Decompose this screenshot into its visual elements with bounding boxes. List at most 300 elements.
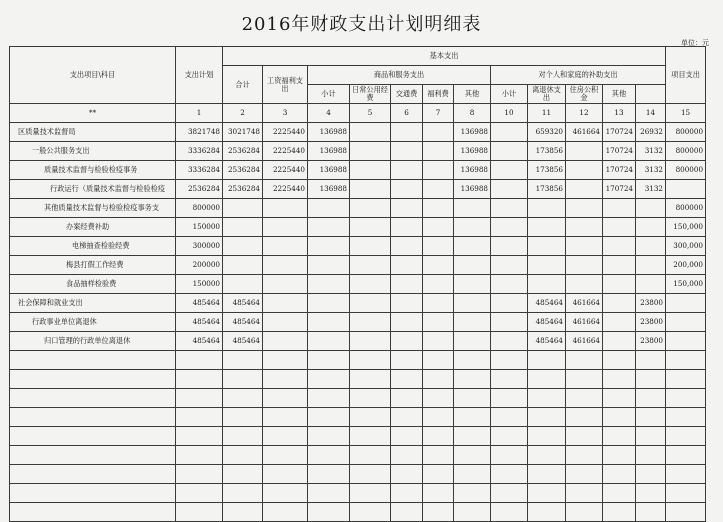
empty-cell	[263, 389, 308, 408]
table-row	[10, 180, 706, 199]
empty-cell	[454, 446, 491, 465]
page-title: 2016年财政支出计划明细表	[241, 14, 482, 35]
empty-row	[10, 484, 706, 503]
empty-cell	[603, 446, 636, 465]
table-cell	[308, 218, 350, 237]
table-cell: 485464	[223, 294, 263, 313]
table-cell: 136988	[308, 123, 350, 142]
header-salary: 工资福利支出	[263, 66, 308, 104]
table-cell	[423, 218, 454, 237]
table-cell	[423, 275, 454, 294]
empty-cell	[263, 465, 308, 484]
empty-cell	[566, 446, 603, 465]
empty-cell	[491, 503, 528, 522]
empty-cell	[666, 370, 706, 389]
table-cell	[350, 256, 391, 275]
table-cell	[423, 199, 454, 218]
table-cell: 300000	[176, 237, 223, 256]
empty-cell	[636, 484, 666, 503]
empty-row	[10, 446, 706, 465]
table-cell: 200,000	[666, 256, 706, 275]
empty-cell	[423, 465, 454, 484]
index-row	[10, 104, 706, 123]
table-cell: 659320	[528, 123, 566, 142]
table-row	[10, 161, 706, 180]
empty-cell	[223, 427, 263, 446]
table-cell: 2225440	[263, 123, 308, 142]
empty-cell	[263, 427, 308, 446]
empty-cell	[491, 446, 528, 465]
table-cell	[666, 294, 706, 313]
empty-cell	[423, 351, 454, 370]
table-cell	[350, 313, 391, 332]
empty-cell	[223, 446, 263, 465]
table-cell: 461664	[566, 313, 603, 332]
table-cell: 485464	[176, 332, 223, 351]
index-cell: 3	[263, 104, 308, 123]
empty-cell	[666, 389, 706, 408]
table-row	[10, 275, 706, 294]
empty-cell	[423, 370, 454, 389]
empty-cell	[491, 389, 528, 408]
empty-cell	[423, 503, 454, 522]
table-cell	[350, 237, 391, 256]
table-cell: 2536284	[223, 142, 263, 161]
table-cell: 461664	[566, 332, 603, 351]
budget-table	[9, 46, 706, 522]
table-cell	[223, 199, 263, 218]
empty-cell	[636, 446, 666, 465]
empty-cell	[223, 389, 263, 408]
table-cell	[454, 218, 491, 237]
empty-cell	[603, 370, 636, 389]
table-cell	[603, 313, 636, 332]
empty-cell	[391, 370, 423, 389]
empty-cell	[528, 389, 566, 408]
empty-cell	[603, 351, 636, 370]
table-cell	[350, 218, 391, 237]
empty-row	[10, 465, 706, 484]
empty-cell	[391, 484, 423, 503]
empty-cell	[176, 484, 223, 503]
table-row	[10, 332, 706, 351]
table-cell	[263, 199, 308, 218]
empty-cell	[391, 427, 423, 446]
empty-cell	[263, 484, 308, 503]
row-label: 质量技术监督与检验检疫事务	[10, 161, 176, 180]
table-cell	[423, 313, 454, 332]
header-project: 项目支出	[666, 47, 706, 104]
empty-cell	[350, 427, 391, 446]
table-cell	[263, 237, 308, 256]
empty-cell	[491, 484, 528, 503]
empty-cell	[308, 389, 350, 408]
empty-cell	[636, 503, 666, 522]
table-cell	[391, 294, 423, 313]
empty-cell	[423, 408, 454, 427]
row-label: 其他质量技术监督与检验检疫事务支	[10, 199, 176, 218]
table-cell	[423, 142, 454, 161]
empty-cell	[636, 427, 666, 446]
table-cell	[603, 218, 636, 237]
empty-row	[10, 389, 706, 408]
empty-cell	[10, 484, 176, 503]
table-cell	[391, 199, 423, 218]
empty-cell	[603, 408, 636, 427]
empty-cell	[666, 465, 706, 484]
index-cell: 8	[454, 104, 491, 123]
table-cell: 3132	[636, 180, 666, 199]
table-cell	[350, 275, 391, 294]
row-label: 电梯抽查检验经费	[10, 237, 176, 256]
table-row	[10, 199, 706, 218]
table-cell	[350, 161, 391, 180]
header-personal: 对个人和家庭的补助支出	[491, 66, 666, 85]
table-cell	[423, 161, 454, 180]
empty-cell	[454, 427, 491, 446]
table-cell: 300,000	[666, 237, 706, 256]
table-cell	[528, 199, 566, 218]
table-cell	[491, 332, 528, 351]
empty-cell	[636, 408, 666, 427]
table-cell: 2536284	[223, 161, 263, 180]
table-cell	[454, 256, 491, 275]
table-cell: 485464	[176, 313, 223, 332]
empty-cell	[263, 446, 308, 465]
table-cell	[566, 161, 603, 180]
empty-cell	[454, 370, 491, 389]
row-label: 办案经费补助	[10, 218, 176, 237]
header-welfare: 福利费	[423, 85, 454, 104]
index-cell: 14	[636, 104, 666, 123]
table-cell	[636, 237, 666, 256]
empty-cell	[308, 351, 350, 370]
table-cell: 136988	[454, 123, 491, 142]
table-cell: 3336284	[176, 142, 223, 161]
table-cell: 2225440	[263, 180, 308, 199]
table-cell	[454, 199, 491, 218]
empty-cell	[223, 503, 263, 522]
table-cell	[391, 161, 423, 180]
empty-cell	[176, 370, 223, 389]
table-cell	[391, 313, 423, 332]
table-cell: 136988	[308, 180, 350, 199]
table-cell: 150,000	[666, 275, 706, 294]
empty-row	[10, 370, 706, 389]
table-cell: 485464	[223, 313, 263, 332]
header-personal-other: 其他	[603, 85, 636, 104]
table-cell	[263, 294, 308, 313]
empty-cell	[491, 408, 528, 427]
empty-cell	[454, 389, 491, 408]
table-cell	[423, 294, 454, 313]
empty-cell	[391, 389, 423, 408]
header-housing: 住房公积金	[566, 85, 603, 104]
table-cell	[350, 180, 391, 199]
header-retire: 离退休支出	[528, 85, 566, 104]
empty-cell	[308, 446, 350, 465]
table-cell: 800000	[666, 161, 706, 180]
table-cell	[423, 123, 454, 142]
empty-cell	[223, 351, 263, 370]
index-cell: 2	[223, 104, 263, 123]
table-cell: 150000	[176, 218, 223, 237]
table-cell: 136988	[308, 142, 350, 161]
empty-cell	[528, 465, 566, 484]
table-cell: 485464	[223, 332, 263, 351]
table-cell	[391, 256, 423, 275]
table-cell	[391, 332, 423, 351]
empty-cell	[350, 465, 391, 484]
table-cell	[528, 256, 566, 275]
table-cell	[391, 275, 423, 294]
table-cell	[391, 218, 423, 237]
table-cell	[636, 218, 666, 237]
empty-cell	[10, 389, 176, 408]
empty-cell	[566, 427, 603, 446]
empty-cell	[454, 484, 491, 503]
empty-cell	[391, 408, 423, 427]
table-cell: 173856	[528, 180, 566, 199]
empty-cell	[176, 389, 223, 408]
table-cell: 3021748	[223, 123, 263, 142]
table-cell	[566, 142, 603, 161]
table-cell: 136988	[454, 180, 491, 199]
empty-cell	[263, 351, 308, 370]
table-cell	[308, 199, 350, 218]
table-cell: 800000	[666, 123, 706, 142]
empty-cell	[350, 351, 391, 370]
table-cell	[636, 199, 666, 218]
table-row	[10, 313, 706, 332]
table-cell	[491, 218, 528, 237]
empty-cell	[10, 446, 176, 465]
table-cell: 136988	[308, 161, 350, 180]
empty-cell	[350, 446, 391, 465]
empty-cell	[10, 351, 176, 370]
table-row	[10, 123, 706, 142]
empty-row	[10, 351, 706, 370]
table-cell	[491, 142, 528, 161]
table-cell	[391, 237, 423, 256]
table-cell: 800000	[666, 199, 706, 218]
table-cell	[423, 332, 454, 351]
table-cell	[263, 275, 308, 294]
row-label: 行政事业单位离退休	[10, 313, 176, 332]
table-cell	[603, 275, 636, 294]
table-cell	[491, 180, 528, 199]
empty-cell	[491, 351, 528, 370]
empty-cell	[176, 427, 223, 446]
empty-cell	[636, 389, 666, 408]
table-cell	[423, 256, 454, 275]
empty-cell	[10, 465, 176, 484]
empty-cell	[391, 446, 423, 465]
table-cell	[491, 275, 528, 294]
empty-cell	[454, 408, 491, 427]
empty-cell	[308, 465, 350, 484]
table-cell: 26932	[636, 123, 666, 142]
table-cell	[566, 237, 603, 256]
empty-cell	[176, 446, 223, 465]
empty-cell	[603, 389, 636, 408]
empty-cell	[308, 427, 350, 446]
empty-cell	[454, 351, 491, 370]
empty-cell	[10, 408, 176, 427]
table-cell: 485464	[176, 294, 223, 313]
table-cell	[666, 313, 706, 332]
empty-cell	[454, 503, 491, 522]
table-cell	[350, 123, 391, 142]
header-traffic: 交通费	[391, 85, 423, 104]
index-cell: 7	[423, 104, 454, 123]
table-cell	[566, 180, 603, 199]
table-cell: 136988	[454, 142, 491, 161]
table-cell: 170724	[603, 123, 636, 142]
empty-cell	[423, 389, 454, 408]
table-cell: 3821748	[176, 123, 223, 142]
table-cell: 170724	[603, 161, 636, 180]
empty-cell	[308, 484, 350, 503]
header-basic: 基本支出	[223, 47, 666, 66]
row-label: 区质量技术监督局	[10, 123, 176, 142]
empty-cell	[350, 484, 391, 503]
table-cell	[528, 275, 566, 294]
table-cell	[566, 199, 603, 218]
empty-cell	[528, 370, 566, 389]
table-cell	[603, 332, 636, 351]
table-cell	[566, 275, 603, 294]
empty-cell	[308, 408, 350, 427]
header-official: 日常公用经费	[350, 85, 391, 104]
table-row	[10, 218, 706, 237]
table-cell	[350, 142, 391, 161]
table-cell: 23800	[636, 332, 666, 351]
index-cell: 13	[603, 104, 636, 123]
index-cell: **	[10, 104, 176, 123]
empty-cell	[528, 427, 566, 446]
table-cell	[454, 313, 491, 332]
empty-cell	[603, 503, 636, 522]
table-cell: 2225440	[263, 161, 308, 180]
empty-cell	[491, 370, 528, 389]
empty-cell	[636, 370, 666, 389]
row-label: 归口管理的行政单位离退休	[10, 332, 176, 351]
empty-cell	[603, 465, 636, 484]
index-cell: 12	[566, 104, 603, 123]
table-cell: 200000	[176, 256, 223, 275]
table-cell: 461664	[566, 123, 603, 142]
empty-row	[10, 427, 706, 446]
empty-cell	[223, 465, 263, 484]
empty-cell	[491, 427, 528, 446]
empty-cell	[10, 503, 176, 522]
table-cell: 23800	[636, 294, 666, 313]
table-cell	[223, 256, 263, 275]
table-cell: 2536284	[223, 180, 263, 199]
table-cell: 170724	[603, 180, 636, 199]
table-cell	[308, 294, 350, 313]
index-cell: 15	[666, 104, 706, 123]
table-cell	[528, 237, 566, 256]
table-cell: 485464	[528, 294, 566, 313]
table-cell	[308, 332, 350, 351]
header-goods: 商品和服务支出	[308, 66, 491, 85]
table-cell	[308, 275, 350, 294]
table-cell: 800000	[666, 142, 706, 161]
table-cell	[308, 256, 350, 275]
row-label: 食品抽样检验费	[10, 275, 176, 294]
empty-cell	[666, 427, 706, 446]
table-cell: 485464	[528, 332, 566, 351]
table-cell	[666, 180, 706, 199]
table-cell	[636, 275, 666, 294]
empty-cell	[223, 408, 263, 427]
header-plan: 支出计划	[176, 47, 223, 104]
empty-cell	[528, 484, 566, 503]
table-cell: 173856	[528, 142, 566, 161]
index-cell: 6	[391, 104, 423, 123]
empty-cell	[176, 465, 223, 484]
index-cell: 4	[308, 104, 350, 123]
empty-row	[10, 408, 706, 427]
empty-cell	[223, 484, 263, 503]
empty-cell	[223, 370, 263, 389]
empty-cell	[391, 465, 423, 484]
empty-cell	[10, 370, 176, 389]
empty-cell	[176, 408, 223, 427]
table-cell	[308, 313, 350, 332]
table-cell	[666, 332, 706, 351]
index-cell: 11	[528, 104, 566, 123]
table-cell	[491, 237, 528, 256]
empty-cell	[666, 351, 706, 370]
empty-cell	[176, 503, 223, 522]
table-cell: 3336284	[176, 161, 223, 180]
empty-cell	[176, 351, 223, 370]
table-cell	[223, 218, 263, 237]
empty-cell	[423, 484, 454, 503]
table-cell	[566, 218, 603, 237]
index-cell: 1	[176, 104, 223, 123]
table-cell	[528, 218, 566, 237]
table-cell	[491, 199, 528, 218]
empty-cell	[666, 484, 706, 503]
empty-cell	[566, 370, 603, 389]
empty-cell	[350, 503, 391, 522]
table-cell	[391, 123, 423, 142]
empty-cell	[491, 465, 528, 484]
empty-cell	[566, 484, 603, 503]
table-cell	[491, 256, 528, 275]
table-cell: 2536284	[176, 180, 223, 199]
table-cell	[454, 294, 491, 313]
table-cell: 461664	[566, 294, 603, 313]
table-row	[10, 237, 706, 256]
empty-cell	[636, 351, 666, 370]
empty-cell	[454, 465, 491, 484]
table-row	[10, 142, 706, 161]
header-item: 支出项目\科目	[10, 47, 176, 104]
table-row	[10, 294, 706, 313]
table-cell: 23800	[636, 313, 666, 332]
header-goods-other: 其他	[454, 85, 491, 104]
table-cell: 173856	[528, 161, 566, 180]
table-cell	[491, 313, 528, 332]
table-cell	[603, 237, 636, 256]
header-row-1	[10, 47, 706, 66]
empty-cell	[666, 503, 706, 522]
